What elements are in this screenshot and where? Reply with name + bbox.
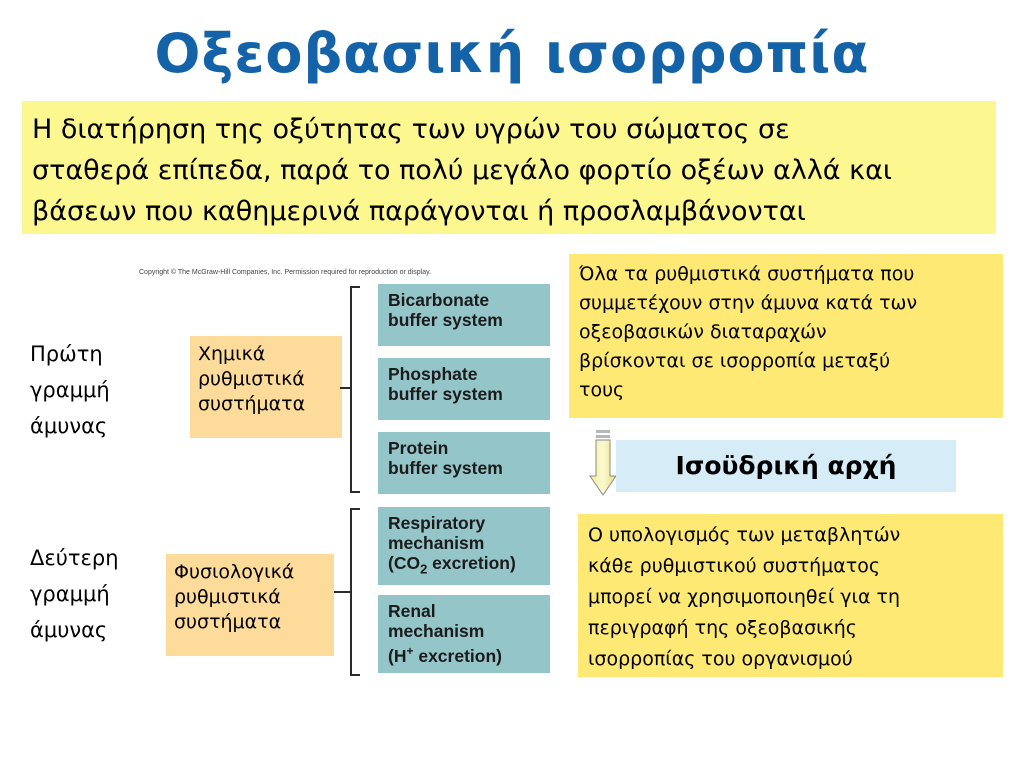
formula-text: excretion) (413, 645, 502, 666)
protein-buffer-box (378, 432, 550, 494)
label-text: Πρώτη (30, 342, 103, 366)
note-line: Όλα τα ρυθμιστικά συστήματα που (579, 263, 915, 285)
page-title: Οξεοβασική ισορροπία (154, 22, 870, 85)
label-text: άμυνας (30, 618, 108, 642)
category-text: συστήματα (174, 611, 282, 633)
mechanism-text: mechanism (388, 533, 485, 553)
bicarbonate-buffer-box (378, 284, 550, 346)
definition-line: Η διατήρηση της οξύτητας των υγρών του σώματος σε (32, 114, 790, 145)
note-line: περιγραφή της οξεοβασικής (588, 617, 857, 639)
formula-superscript: + (406, 644, 414, 658)
mechanism-text: Phosphate (388, 364, 478, 384)
note-line: βρίσκονται σε ισορροπία μεταξύ (579, 350, 891, 372)
mechanism-text: Renal (388, 601, 436, 621)
mechanism-text: mechanism (388, 621, 485, 641)
mechanism-text: Protein (388, 438, 449, 458)
phosphate-buffer-box (378, 358, 550, 420)
copyright-notice: Copyright © The McGraw-Hill Companies, Inc. Permission required for reproduction or display. (139, 269, 432, 276)
note-line: ισορροπίας του οργανισμού (588, 648, 853, 670)
down-arrow-icon (588, 428, 618, 498)
note-line: Ο υπολογισμός των μεταβλητών (588, 524, 901, 546)
mechanism-text: buffer system (388, 310, 503, 330)
mechanism-text: buffer system (388, 384, 503, 404)
category-text: συστήματα (198, 393, 306, 415)
formula-text: excretion) (427, 553, 516, 573)
calculation-note (578, 514, 1003, 677)
mechanism-text: Bicarbonate (388, 290, 490, 310)
category-text: Φυσιολογικά (174, 561, 295, 583)
label-text: γραμμή (30, 378, 110, 402)
mechanism-text: Respiratory (388, 513, 486, 533)
second-line-bracket (350, 508, 360, 676)
label-text: άμυνας (30, 414, 108, 438)
note-line: κάθε ρυθμιστικού συστήματος (588, 555, 881, 577)
first-line-bracket (350, 286, 360, 493)
note-line: συμμετέχουν στην άμυνα κατά των (579, 292, 918, 314)
note-line: τους (579, 379, 625, 401)
mechanism-text: buffer system (388, 458, 503, 478)
mechanism-text (388, 641, 540, 666)
chemical-buffers-box (190, 336, 342, 438)
label-text: Δεύτερη (30, 546, 119, 570)
category-text: ρυθμιστικά (174, 586, 281, 608)
equilibrium-note (569, 254, 1003, 418)
note-line: οξεοβασικών διαταραχών (579, 321, 827, 343)
category-text: ρυθμιστικά (198, 368, 305, 390)
formula-subscript: 2 (420, 561, 428, 577)
second-line-label (30, 540, 119, 648)
note-line: μπορεί να χρησιμοποιηθεί για τη (588, 586, 901, 608)
definition-line: σταθερά επίπεδα, παρά το πολύ μεγάλο φορτίο οξέων αλλά και (32, 155, 893, 186)
mechanism-text (388, 553, 540, 580)
physiological-buffers-box (166, 554, 334, 656)
formula-text: (CO (388, 553, 421, 573)
isohydric-principle-box: Ισοϋδρική αρχή (616, 440, 956, 492)
category-text: Χημικά (198, 343, 266, 365)
renal-mechanism-box (378, 595, 550, 673)
formula-text: (H (388, 645, 407, 666)
definition-box (22, 101, 996, 234)
first-line-label (30, 336, 110, 444)
label-text: γραμμή (30, 582, 110, 606)
definition-line: βάσεων που καθημερινά παράγονται ή προσλαμβάνονται (32, 196, 806, 227)
respiratory-mechanism-box (378, 507, 550, 585)
